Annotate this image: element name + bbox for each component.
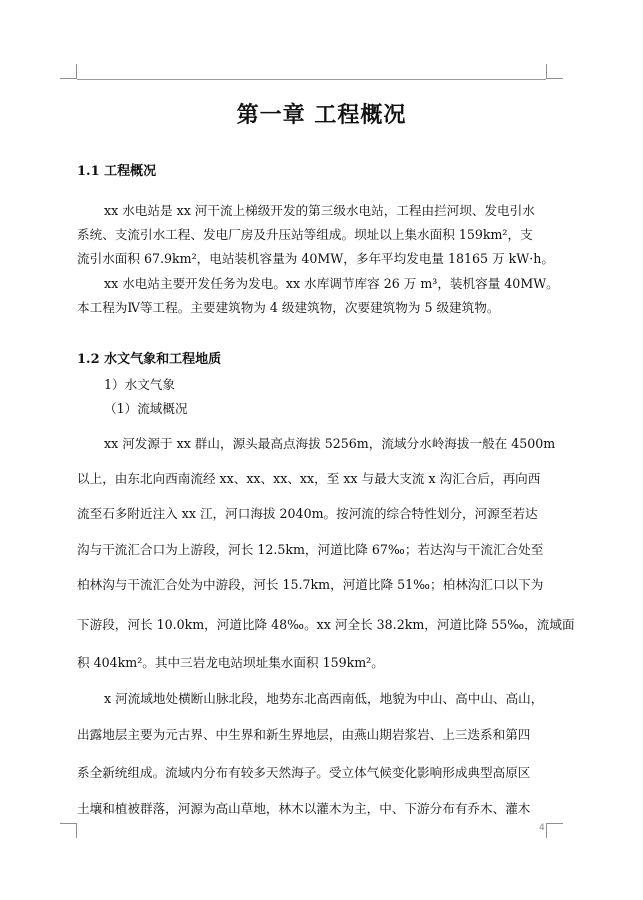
section-heading-1-1: 1.1 工程概况 bbox=[77, 164, 157, 179]
section-heading-1-2: 1.2 水文气象和工程地质 bbox=[77, 352, 222, 367]
crop-mark-top-right bbox=[546, 78, 563, 79]
crop-mark-bottom-left-v bbox=[76, 823, 77, 838]
paragraph-line: 系全新统组成。流域内分布有较多天然海子。受立体气候变化影响形成典型高原区 bbox=[77, 765, 531, 780]
crop-mark-bottom-left bbox=[60, 823, 77, 824]
crop-mark-top-right-v bbox=[546, 64, 547, 79]
paragraph-line: 沟与干流汇合口为上游段，河长 12.5km，河道比降 67‰；若达沟与干流汇合处至 bbox=[77, 542, 544, 557]
paragraph-line: 流至石多附近注入 xx 江，河口海拔 2040m。按河流的综合特性划分，河源至若达 bbox=[77, 506, 538, 521]
paragraph-line: xx 水电站是 xx 河干流上梯级开发的第三级水电站，工程由拦河坝、发电引水 bbox=[104, 203, 535, 218]
crop-mark-top-left bbox=[60, 78, 77, 79]
paragraph-line: 土壤和植被群落，河源为高山草地，林木以灌木为主，中、下游分布有乔木、灌木 bbox=[77, 801, 531, 816]
paragraph-line: xx 水电站主要开发任务为发电。xx 水库调节库容 26 万 m³，装机容量 40MW。 bbox=[104, 276, 559, 291]
paragraph-line: 积 404km²。其中三岩龙电站坝址集水面积 159km²。 bbox=[77, 655, 384, 670]
crop-mark-bottom-right-v bbox=[546, 823, 547, 838]
page-number: 4 bbox=[539, 823, 545, 833]
paragraph-line: 流引水面积 67.9km²，电站装机容量为 40MW，多年平均发电量 18165 万 kW·h。 bbox=[77, 251, 554, 266]
paragraph-line: x 河流域地处横断山脉北段，地势东北高西南低，地貌为中山、高中山、高山， bbox=[104, 691, 544, 706]
paragraph-line: 以上，由东北向西南流经 xx、xx、xx、xx，至 xx 与最大支流 x 沟汇合后，再向西 bbox=[77, 471, 541, 486]
crop-mark-top-left-v bbox=[76, 64, 77, 79]
header-rule bbox=[77, 79, 546, 80]
paragraph-line: 柏林沟与干流汇合处为中游段，河长 15.7km，河道比降 51‰；柏林沟汇口以下为 bbox=[77, 577, 544, 592]
subheading-basin: （1）流域概况 bbox=[104, 401, 188, 416]
paragraph-line: 本工程为Ⅳ等工程。主要建筑物为 4 级建筑物，次要建筑物为 5 级建筑物。 bbox=[77, 300, 500, 315]
paragraph-line: 出露地层主要为元古界、中生界和新生界地层，由燕山期岩浆岩、上三迭系和第四 bbox=[77, 727, 531, 742]
paragraph-line: 下游段，河长 10.0km，河道比降 48‰。xx 河全长 38.2km，河道比降 55‰，流域面 bbox=[77, 617, 575, 632]
subheading-hydrology: 1）水文气象 bbox=[104, 377, 175, 392]
crop-mark-bottom-right bbox=[546, 823, 563, 824]
paragraph-line: 系统、支流引水工程、发电厂房及升压站等组成。坝址以上集水面积 159km²，支 bbox=[77, 227, 533, 242]
chapter-title: 第一章 工程概况 bbox=[236, 102, 407, 128]
paragraph-line: xx 河发源于 xx 群山，源头最高点海拔 5256m，流域分水岭海拔一般在 4500m bbox=[104, 436, 556, 451]
